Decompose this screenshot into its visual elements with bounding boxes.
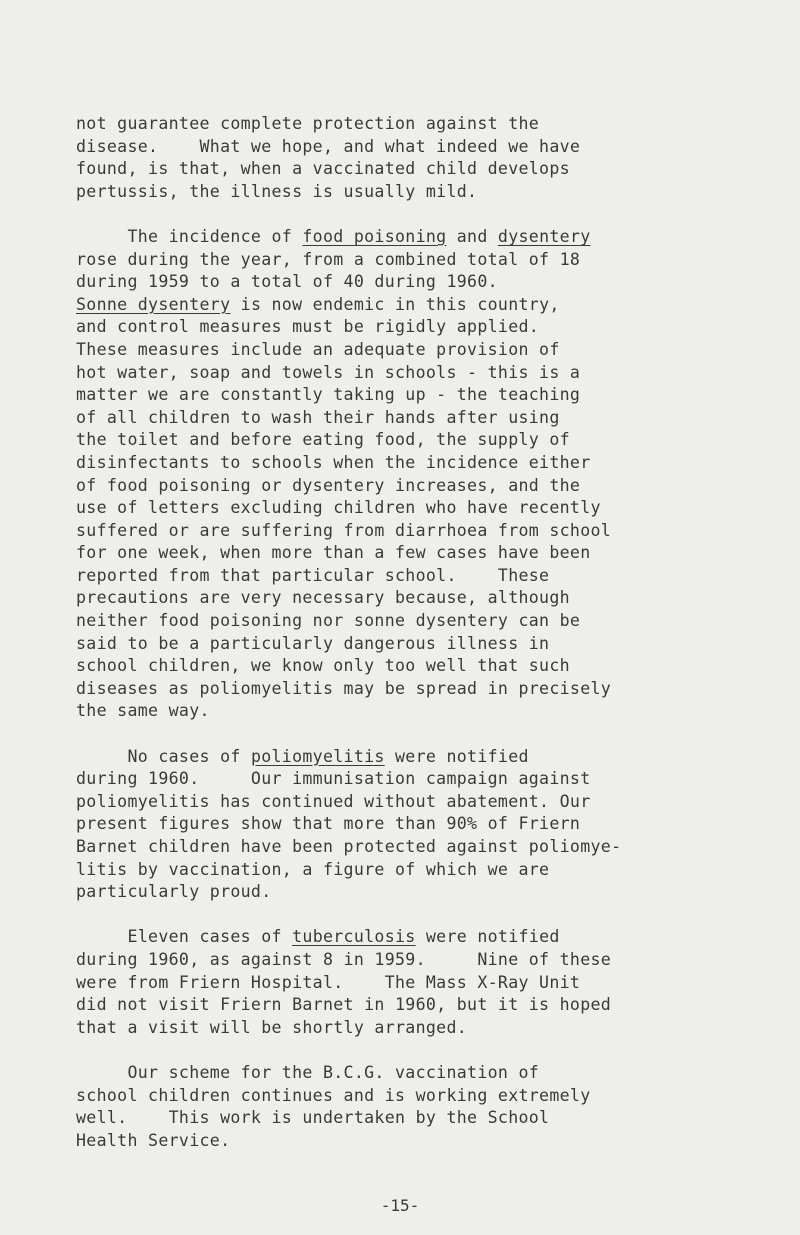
text-run: rose during the year, from a combined total of 18 — [76, 249, 581, 269]
text-line — [76, 181, 736, 204]
text-run: during 1960, as against 8 in 1959. Nine of these — [76, 949, 612, 969]
text-line — [76, 497, 736, 520]
underlined-term: Sonne dysentery — [76, 294, 231, 314]
text-line — [76, 271, 736, 294]
text-line — [76, 836, 736, 859]
text-run: said to be a particularly dangerous illness in — [76, 633, 550, 653]
text-run: did not visit Friern Barnet in 1960, but it is hoped — [76, 995, 612, 1015]
text-line — [76, 813, 736, 836]
text-line — [76, 1062, 736, 1085]
text-run: were from Friern Hospital. The Mass X-Ray Unit — [76, 972, 581, 992]
text-run: matter we are constantly taking up - the teaching — [76, 385, 581, 405]
text-line — [76, 520, 736, 543]
text-run: Health Service. — [76, 1130, 231, 1150]
text-line — [76, 475, 736, 498]
text-run: neither food poisoning nor sonne dysentery can be — [76, 611, 581, 631]
text-line — [76, 746, 736, 769]
text-line — [76, 316, 736, 339]
text-line — [76, 700, 736, 723]
text-run: suffered or are suffering from diarrhoea from school — [76, 520, 612, 540]
text-line — [76, 294, 736, 317]
text-run: The incidence of — [76, 226, 303, 246]
text-run: poliomyelitis has continued without abatement. Our — [76, 791, 591, 811]
text-run: and control measures must be rigidly applied. — [76, 317, 540, 337]
text-line — [76, 587, 736, 610]
text-run: present figures show that more than 90% of Friern — [76, 814, 581, 834]
text-run: school children continues and is working extremely — [76, 1085, 591, 1105]
text-line — [76, 249, 736, 272]
text-run: diseases as poliomyelitis may be spread in precisely — [76, 678, 612, 698]
text-line — [76, 1107, 736, 1130]
text-run: Our scheme for the B.C.G. vaccination of — [76, 1062, 540, 1082]
text-run: Eleven cases of — [76, 927, 293, 947]
underlined-term: poliomyelitis — [250, 746, 385, 766]
text-run: found, is that, when a vaccinated child develops — [76, 159, 570, 179]
text-line — [76, 678, 736, 701]
underlined-term: food poisoning — [302, 226, 447, 246]
text-run: litis by vaccination, a figure of which we are — [76, 859, 550, 879]
paragraph — [76, 746, 736, 904]
text-run: Barnet children have been protected against poliomye- — [76, 837, 622, 856]
text-run: of all children to wash their hands after using — [76, 407, 560, 427]
text-run: the toilet and before eating food, the supply of — [76, 430, 570, 450]
text-line — [76, 158, 736, 181]
text-line — [76, 655, 736, 678]
text-run: use of letters excluding children who have recently — [76, 498, 601, 518]
text-run: pertussis, the illness is usually mild. — [76, 181, 478, 201]
text-run: particularly proud. — [76, 882, 272, 902]
text-line — [76, 1017, 736, 1040]
text-run: school children, we know only too well that such — [76, 656, 570, 676]
text-line — [76, 926, 736, 949]
text-line — [76, 113, 736, 136]
text-line — [76, 226, 736, 249]
text-line — [76, 362, 736, 385]
text-line — [76, 542, 736, 565]
page-number: -15- — [380, 1196, 420, 1215]
text-line — [76, 1085, 736, 1108]
text-run: during 1959 to a total of 40 during 1960. — [76, 272, 498, 292]
text-run: during 1960. Our immunisation campaign against — [76, 769, 591, 789]
paragraph — [76, 926, 736, 1039]
text-run: and — [446, 226, 498, 246]
text-run: were notified — [415, 927, 560, 947]
underlined-term: dysentery — [497, 226, 591, 246]
text-run: for one week, when more than a few cases have been — [76, 543, 591, 563]
text-run: that a visit will be shortly arranged. — [76, 1017, 468, 1037]
paragraph — [76, 1062, 736, 1152]
paragraph — [76, 113, 736, 203]
text-line — [76, 994, 736, 1017]
text-line — [76, 610, 736, 633]
text-run: disinfectants to schools when the incidence either — [76, 452, 591, 472]
text-run: precautions are very necessary because, although — [76, 588, 570, 608]
text-run: hot water, soap and towels in schools - this is a — [76, 362, 581, 382]
text-run: the same way. — [76, 701, 210, 721]
text-line — [76, 768, 736, 791]
text-line — [76, 565, 736, 588]
text-run: were notified — [384, 746, 529, 766]
text-run: is now endemic in this country, — [230, 294, 560, 314]
text-line — [76, 136, 736, 159]
paragraph — [76, 226, 736, 723]
text-line — [76, 972, 736, 995]
text-run: not guarantee complete protection against the — [76, 114, 540, 133]
text-run: No cases of — [76, 746, 251, 766]
text-line — [76, 384, 736, 407]
text-run: well. This work is undertaken by the School — [76, 1108, 550, 1128]
text-line — [76, 339, 736, 362]
text-run: These measures include an adequate provision of — [76, 339, 560, 359]
text-line — [76, 881, 736, 904]
text-line — [76, 791, 736, 814]
text-line — [76, 429, 736, 452]
text-line — [76, 949, 736, 972]
text-line — [76, 633, 736, 656]
text-run: of food poisoning or dysentery increases, and the — [76, 475, 581, 495]
text-line — [76, 1130, 736, 1153]
body-text — [76, 113, 736, 1175]
underlined-term: tuberculosis — [292, 927, 416, 947]
text-line — [76, 407, 736, 430]
text-line — [76, 859, 736, 882]
text-run: disease. What we hope, and what indeed we have — [76, 136, 581, 156]
text-run: reported from that particular school. These — [76, 565, 550, 585]
text-line — [76, 452, 736, 475]
